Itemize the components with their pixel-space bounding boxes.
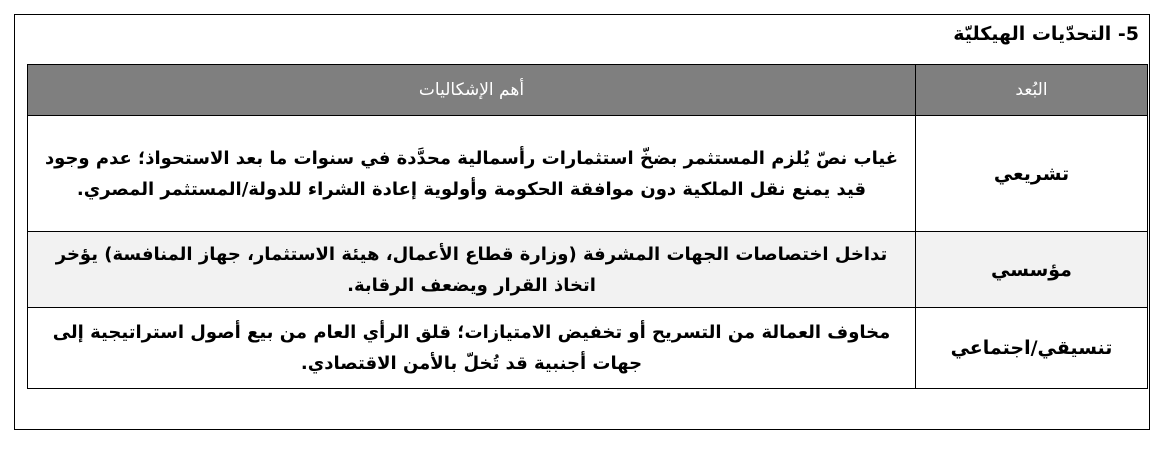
table-row xyxy=(28,308,1148,389)
document-frame xyxy=(14,14,1150,430)
issue-cell: مخاوف العمالة من التسريح أو تخفيض الامتيازات؛ قلق الرأي العام من بيع أصول استراتيجية إلى جهات أجنبية قد تُخلّ بالأمن الاقتصادي. xyxy=(28,308,916,389)
challenges-table xyxy=(27,64,1148,389)
table-row xyxy=(28,116,1148,232)
header-issues: أهم الإشكاليات xyxy=(28,65,916,116)
table-header-row xyxy=(28,65,1148,116)
table-row xyxy=(28,232,1148,308)
section-title: 5- التحدّيات الهيكليّة xyxy=(953,23,1139,45)
dimension-cell: تنسيقي/اجتماعي xyxy=(916,308,1148,389)
issue-cell: تداخل اختصاصات الجهات المشرفة (وزارة قطاع الأعمال، هيئة الاستثمار، جهاز المنافسة) يؤخر اتخاذ القرار ويضعف الرقابة. xyxy=(28,232,916,308)
dimension-cell: تشريعي xyxy=(916,116,1148,232)
issue-cell: غياب نصّ يُلزم المستثمر بضخّ استثمارات رأسمالية محدَّدة في سنوات ما بعد الاستحواذ؛ عدم وجود قيد يمنع نقل الملكية دون موافقة الحكومة وأولوية إعادة الشراء للدولة/المستثمر المصري. xyxy=(28,116,916,232)
dimension-cell: مؤسسي xyxy=(916,232,1148,308)
header-dimension: البُعد xyxy=(916,65,1148,116)
